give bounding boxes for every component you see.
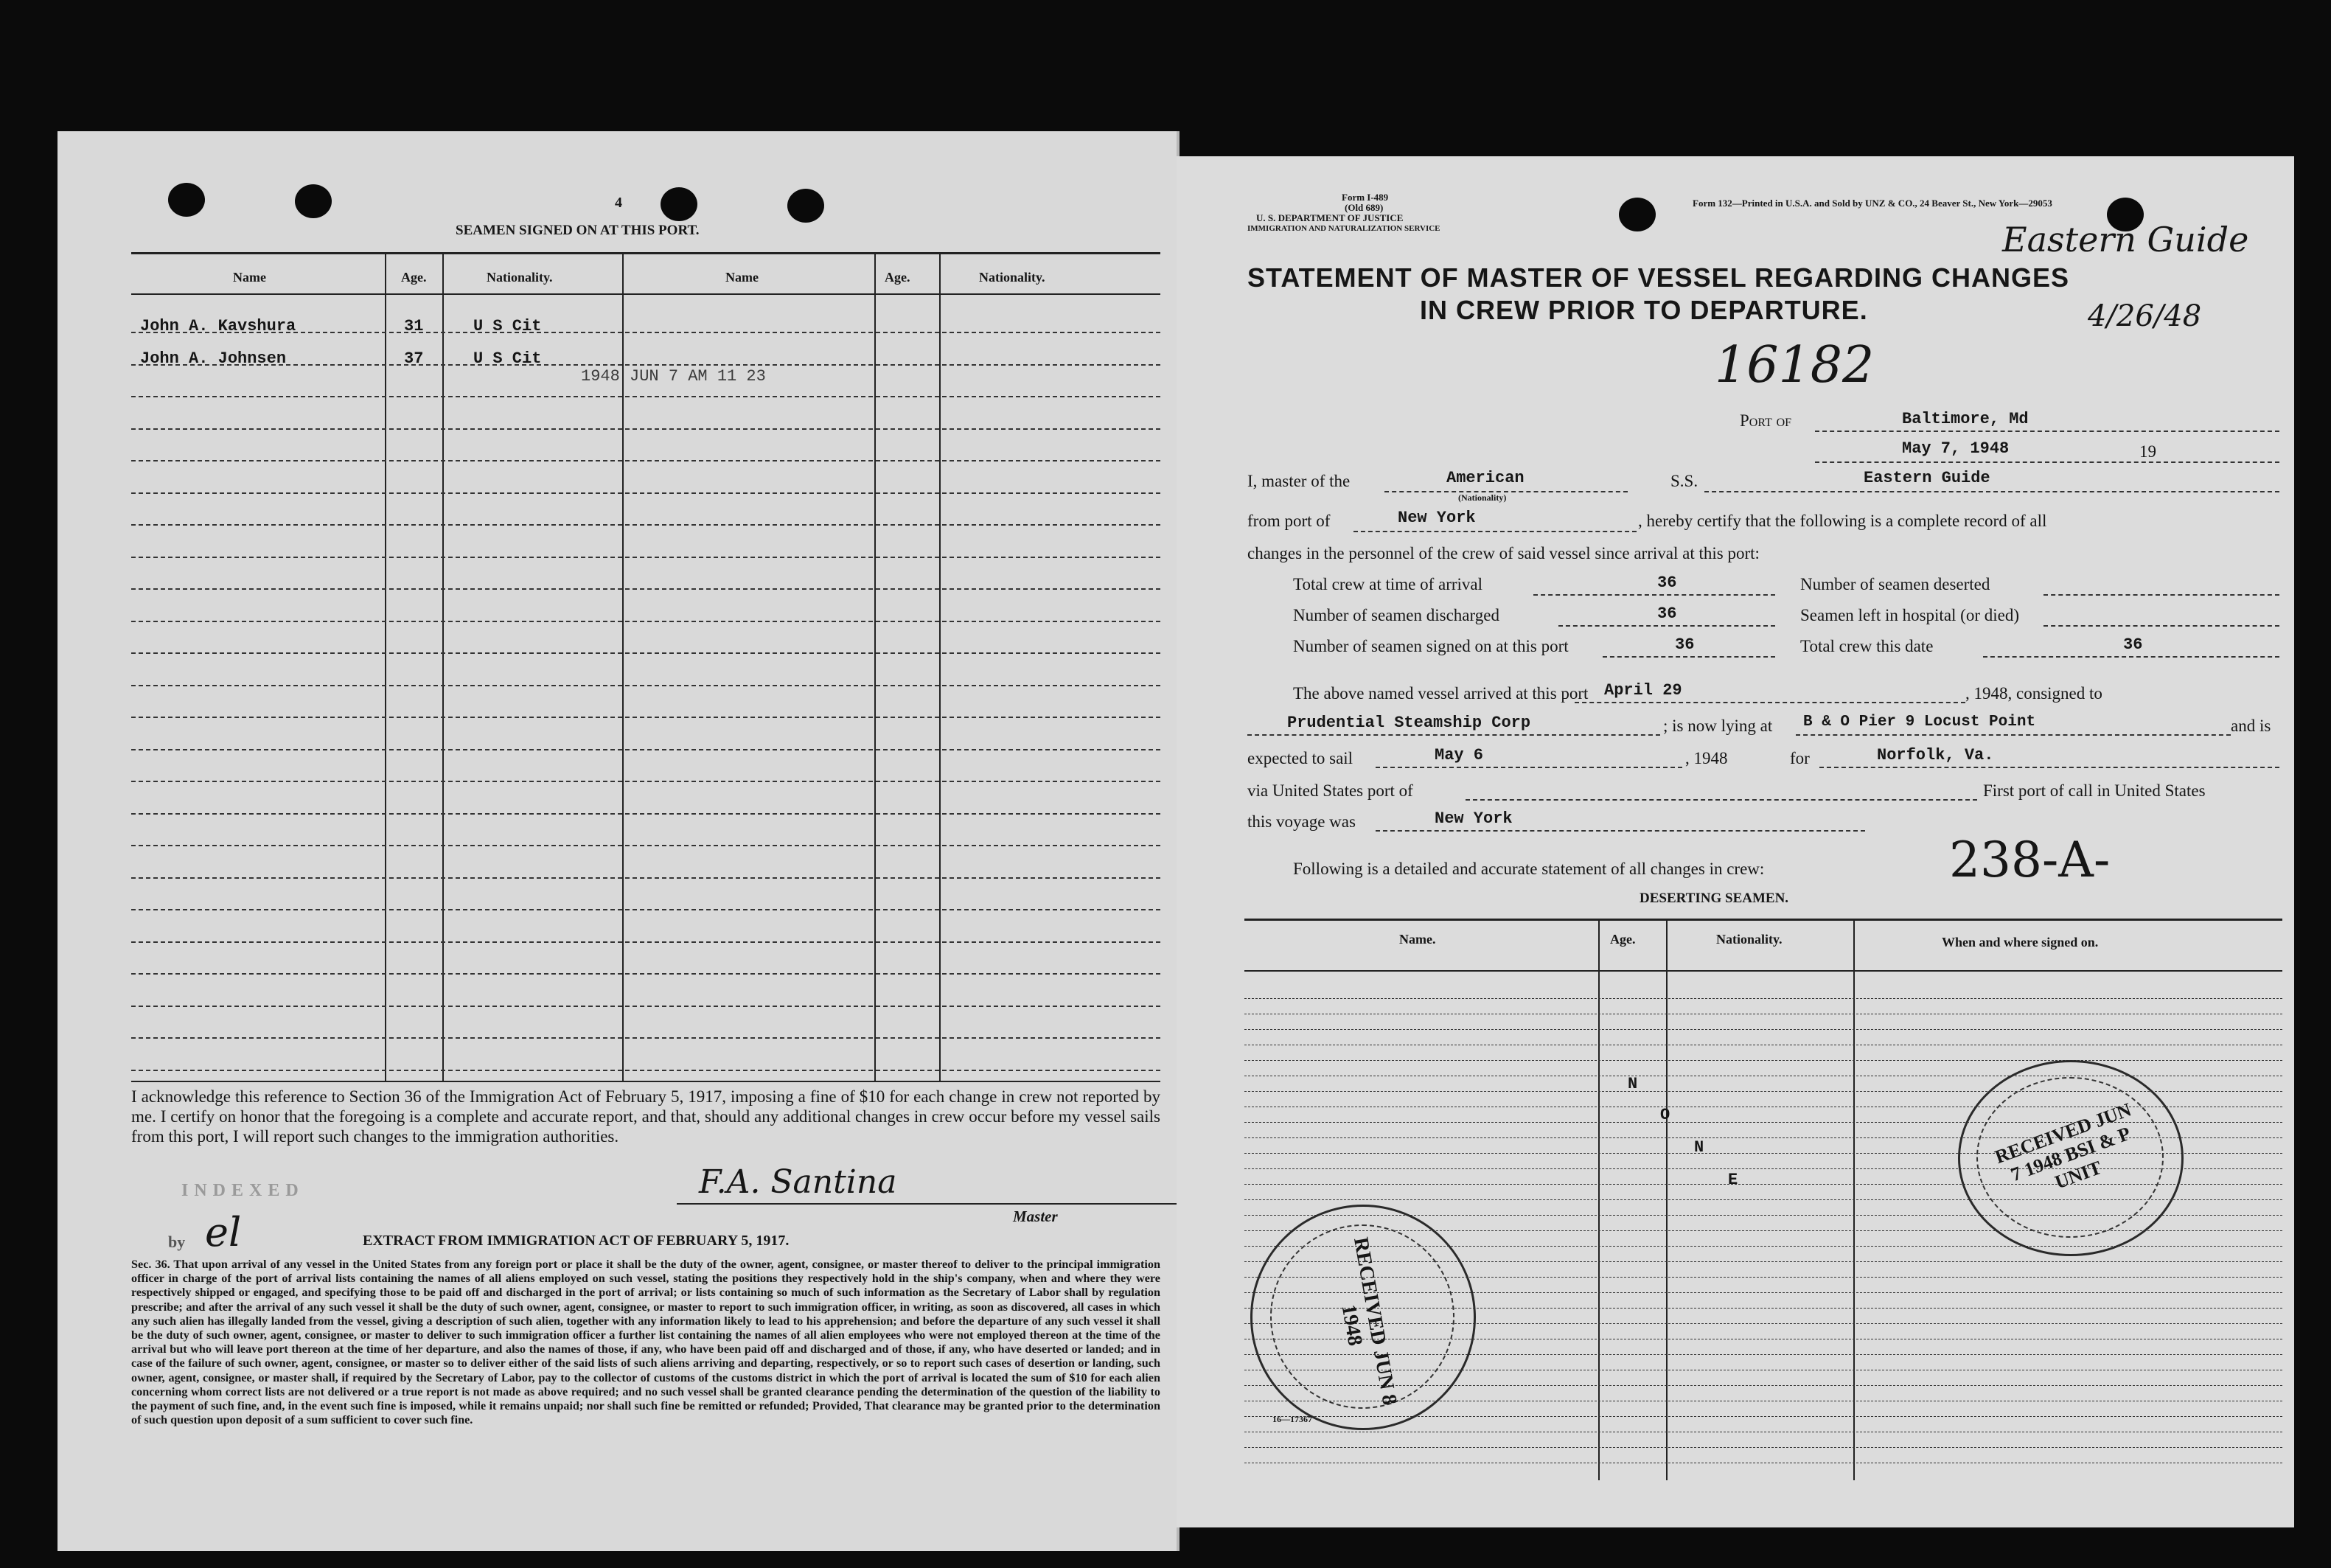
col-signed-on: When and where signed on. xyxy=(1942,935,2099,949)
discharged-label: Number of seamen discharged xyxy=(1293,606,1499,624)
section-title: SEAMEN SIGNED ON AT THIS PORT. xyxy=(456,223,700,238)
extract-title: EXTRACT FROM IMMIGRATION ACT OF FEBRUARY 5, 1917. xyxy=(363,1233,790,1249)
form-title-line1: STATEMENT OF MASTER OF VESSEL REGARDING CHANGES xyxy=(1247,262,2070,293)
row-line xyxy=(131,396,1160,397)
from-port-label: from port of xyxy=(1247,512,1331,530)
row-line xyxy=(1244,1029,2282,1030)
vessel-name: Eastern Guide xyxy=(1864,469,1990,487)
by-label: by xyxy=(168,1233,186,1251)
left-page xyxy=(58,131,1177,1551)
form-old-number: (Old 689) xyxy=(1345,202,1384,213)
printer-imprint: Form 132—Printed in U.S.A. and Sold by UNZ & CO., 24 Beaver St., New York—29053 xyxy=(1693,198,2052,209)
lying-at: B & O Pier 9 Locust Point xyxy=(1803,714,2036,731)
master-signature: F.A. Santina xyxy=(699,1163,897,1201)
crew-nationality: U S Cit xyxy=(473,317,542,335)
col-nationality: Nationality. xyxy=(1716,932,1783,947)
port-value: Baltimore, Md xyxy=(1902,410,2029,428)
row-line xyxy=(131,685,1160,686)
certify-text: , hereby certify that the following is a complete record of all xyxy=(1638,512,2047,530)
nationality-value: American xyxy=(1446,469,1525,487)
total-date-label: Total crew this date xyxy=(1800,637,1934,655)
from-port-value: New York xyxy=(1398,509,1476,527)
header-rule xyxy=(131,293,1160,295)
row-line xyxy=(131,1037,1160,1039)
crew-age: 31 xyxy=(404,317,424,335)
col-name: Name xyxy=(233,270,266,285)
total-arrival-value: 36 xyxy=(1657,574,1677,592)
right-page xyxy=(1177,156,2294,1527)
col-divider xyxy=(874,254,876,1081)
sail-year: , 1948 xyxy=(1685,749,1728,767)
none-letter: E xyxy=(1728,1171,1738,1189)
col-nationality: Nationality. xyxy=(487,270,553,285)
ss-label: S.S. xyxy=(1670,472,1698,490)
and-is-text: and is xyxy=(2231,717,2271,735)
for-label: for xyxy=(1790,749,1810,767)
service: IMMIGRATION AND NATURALIZATION SERVICE xyxy=(1247,224,1440,233)
arrived-year-text: , 1948, consigned to xyxy=(1965,684,2102,703)
col-age: Age. xyxy=(1610,932,1636,947)
footer-code: 16—17367 xyxy=(1272,1414,1312,1424)
row-line xyxy=(131,1006,1160,1007)
indexed-stamp: INDEXED xyxy=(181,1181,304,1200)
none-letter: N xyxy=(1628,1075,1638,1093)
col-divider xyxy=(1598,920,1600,1480)
row-line xyxy=(131,557,1160,558)
acknowledgement-text: I acknowledge this reference to Section 36 of the Immigration Act of February 5, 1917, imposing a fine of $10 for each change in crew not reported by me. I certify on honor that the foregoing is a complete and accurate report, and that, should any additional changes in crew occur before my vessel sails from this port, I will report such changes to the immigration authorities. xyxy=(131,1087,1160,1146)
crew-age: 37 xyxy=(404,349,424,368)
punch-hole xyxy=(295,184,332,218)
row-line xyxy=(131,909,1160,910)
row-line xyxy=(131,973,1160,975)
col-name-2: Name xyxy=(725,270,759,285)
hospital-label: Seamen left in hospital (or died) xyxy=(1800,606,2020,624)
row-line xyxy=(131,588,1160,590)
row-line xyxy=(131,524,1160,526)
signed-on-label: Number of seamen signed on at this port xyxy=(1293,637,1569,655)
crew-name: John A. Johnsen xyxy=(140,349,287,368)
received-stamp-right xyxy=(1958,1060,2184,1256)
changes-text: changes in the personnel of the crew of said vessel since arrival at this port: xyxy=(1247,544,1760,562)
col-name: Name. xyxy=(1399,932,1436,947)
row-line xyxy=(1244,998,2282,999)
signed-on-value: 36 xyxy=(1675,635,1695,654)
row-line xyxy=(131,621,1160,622)
master-of-label: I, master of the xyxy=(1247,472,1351,490)
port-label: Port of xyxy=(1740,411,1792,430)
row-line xyxy=(131,877,1160,879)
first-port-value: New York xyxy=(1435,809,1513,828)
page-number: 4 xyxy=(615,195,622,211)
col-divider xyxy=(1666,920,1668,1480)
voyage-text: this voyage was xyxy=(1247,812,1356,831)
row-line xyxy=(131,717,1160,718)
row-line xyxy=(1244,1447,2282,1448)
following-text: Following is a detailed and accurate statement of all changes in crew: xyxy=(1293,860,1765,878)
arrived-date: April 29 xyxy=(1604,681,1682,700)
lying-text: ; is now lying at xyxy=(1663,717,1773,735)
received-stamp-left xyxy=(1250,1205,1476,1430)
total-arrival-label: Total crew at time of arrival xyxy=(1293,575,1483,593)
arrived-text: The above named vessel arrived at this port xyxy=(1293,684,1589,703)
col-age-2: Age. xyxy=(885,270,910,285)
year-suffix: 19 xyxy=(2139,442,2156,461)
indexed-initials: el xyxy=(205,1209,242,1255)
punch-hole xyxy=(168,183,205,217)
crew-name: John A. Kavshura xyxy=(140,317,296,335)
row-line xyxy=(131,1070,1160,1071)
row-line xyxy=(131,492,1160,494)
first-port-text: First port of call in United States xyxy=(1983,781,2206,800)
none-letter: O xyxy=(1660,1106,1670,1124)
statement-date: May 7, 1948 xyxy=(1902,439,2010,458)
discharged-value: 36 xyxy=(1657,604,1677,623)
department: U. S. DEPARTMENT OF JUSTICE xyxy=(1256,212,1404,223)
expected-text: expected to sail xyxy=(1247,749,1353,767)
crew-nationality: U S Cit xyxy=(473,349,542,368)
row-line xyxy=(131,460,1160,461)
form-number: Form I-489 xyxy=(1342,192,1389,203)
row-line xyxy=(131,781,1160,782)
handwritten-code: 238-A- xyxy=(1949,832,2111,888)
sail-date: May 6 xyxy=(1435,746,1484,764)
form-title-line2: IN CREW PRIOR TO DEPARTURE. xyxy=(1420,295,1868,325)
via-text: via United States port of xyxy=(1247,781,1413,800)
row-line xyxy=(131,941,1160,943)
punch-hole xyxy=(1619,198,1656,231)
col-divider xyxy=(442,254,444,1081)
row-line xyxy=(131,428,1160,430)
none-letter: N xyxy=(1694,1138,1704,1157)
row-line xyxy=(131,845,1160,846)
consignee: Prudential Steamship Corp xyxy=(1287,714,1531,732)
destination: Norfolk, Va. xyxy=(1877,746,1994,764)
col-divider xyxy=(1853,920,1855,1480)
handwritten-date: 4/26/48 xyxy=(2088,299,2202,333)
punch-hole xyxy=(787,189,824,223)
nationality-caption: (Nationality) xyxy=(1458,492,1507,503)
col-divider xyxy=(939,254,941,1081)
deserted-label: Number of seamen deserted xyxy=(1800,575,1990,593)
signature-line xyxy=(677,1203,1178,1205)
received-date-stamp: 1948 JUN 7 AM 11 23 xyxy=(581,367,766,386)
master-label: Master xyxy=(1013,1208,1058,1225)
row-line xyxy=(1244,1060,2282,1061)
row-line xyxy=(131,652,1160,654)
col-divider xyxy=(385,254,386,1081)
file-number: 16182 xyxy=(1715,336,1875,394)
table-top-rule xyxy=(131,252,1160,254)
handwritten-ship: Eastern Guide xyxy=(2002,220,2249,259)
received-stamp-text: RECEIVED JUN 7 1948 BSI & P UNIT xyxy=(1992,1098,2134,1194)
section-36-text: Sec. 36. That upon arrival of any vessel in the United States from any foreign port or place it shall be the duty of the owner, agent, consignee, or master thereof to deliver to the principal immigration officer in charge of the port of arrival lists containing the names of all aliens employed on such vessel, stating the positions they respectively hold in the ship's company, when and where they were respectively shipped or engaged, and specifying those to be paid off and discharged in the port of arrival; or lists containing so much of such information as the Secretary of Labor shall by regulation prescribe; and after the arrival of any such vessel it shall be the duty of such owner, agent, consignee, or master to report to such immigration officer, in writing, as soon as discovered, all cases in which any such alien has illegally landed from the vessel, giving a description of such alien, together with any information likely to lead to his apprehension; and before the departure of any such vessel it shall be the duty of such owner, agent, consignee, or master to deliver to such immigration officer a further list containing the names of all alien employees who were not employed thereon at the time of the arrival but who will leave port thereon at the time of her departure, and also the names of those, if any, who have been paid off and discharged and of those, if any, who have deserted or landed; and in case of the failure of such owner, agent, consignee, or master so to deliver either of the said lists of such aliens arriving and departing, respectively, or so to report such cases of desertion or landing, such owner, agent, consignee, or master shall, if required by the Secretary of Labor, pay to the collector of customs of the customs district in which the port of arrival is located the sum of $10 for each alien concerning whom correct lists are not delivered or a true report is not made as above required; and no such vessel shall be granted clearance pending the determination of the question of the liability to the payment of such fine, and, in the event such fine is imposed, while it remains unpaid; nor shall such fine be remitted or refunded; Provided, That clearance may be granted prior to the determination of such question upon deposit of a sum sufficient to cover such fine. xyxy=(131,1258,1160,1427)
table-bottom-rule xyxy=(131,1081,1160,1082)
col-age: Age. xyxy=(401,270,427,285)
punch-hole xyxy=(661,187,697,221)
row-line xyxy=(131,749,1160,750)
total-date-value: 36 xyxy=(2123,635,2143,654)
deserting-title: DESERTING SEAMEN. xyxy=(1640,891,1789,906)
row-line xyxy=(131,813,1160,815)
col-nationality-2: Nationality. xyxy=(979,270,1045,285)
received-stamp-text: RECEIVED JUN 8 1948 xyxy=(1337,1236,1401,1407)
